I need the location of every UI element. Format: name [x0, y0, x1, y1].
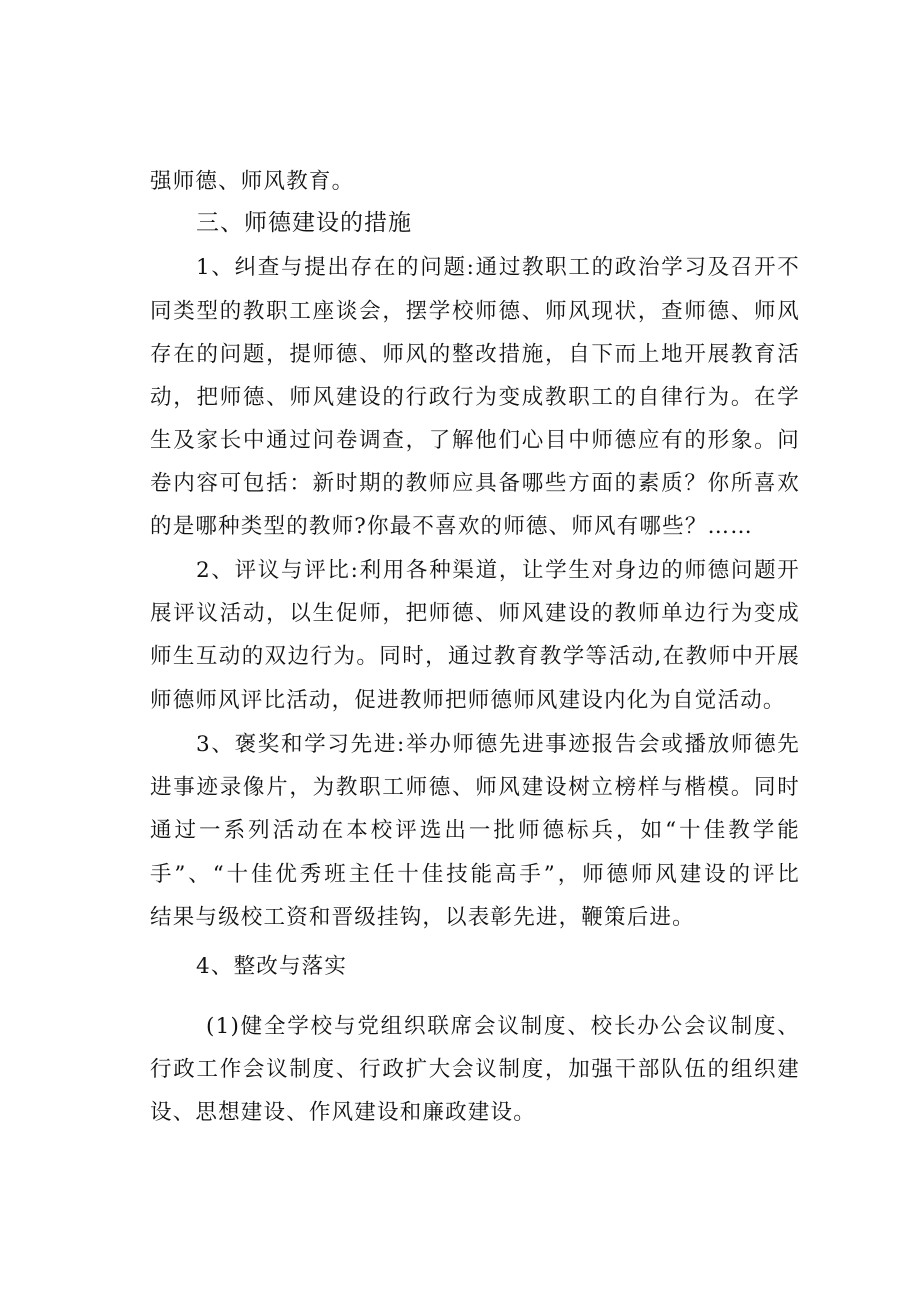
paragraph-line: 手”、“十佳优秀班主任十佳技能高手”，师德师风建设的评比: [150, 862, 800, 887]
paragraph-line: 3、褒奖和学习先进:举办师德先进事迹报告会或播放师德先: [196, 732, 800, 757]
paragraph-line: 的是哪种类型的教师?你最不喜欢的师德、师风有哪些？……: [150, 514, 753, 539]
paragraph-line: 卷内容可包括：新时期的教师应具备哪些方面的素质？你所喜欢: [150, 471, 800, 496]
paragraph-line: 4、整改与落实: [196, 954, 348, 979]
paragraph-line: 存在的问题，提师德、师风的整改措施，自下而上地开展教育活: [150, 342, 800, 367]
paragraph-line: 进事迹录像片，为教职工师德、师风建设树立榜样与楷模。同时: [150, 775, 800, 800]
paragraph-line: 展评议活动，以生促师，把师德、师风建设的教师单边行为变成: [150, 601, 800, 626]
section-heading: 三、师德建设的措施: [196, 210, 412, 236]
paragraph-line: (1)健全学校与党组织联席会议制度、校长办公会议制度、: [206, 1014, 800, 1039]
paragraph-line: 通过一系列活动在本校评选出一批师德标兵，如“十佳教学能: [150, 818, 800, 843]
paragraph-line: 师生互动的双边行为。同时，通过教育教学等活动,在教师中开展: [150, 644, 800, 669]
paragraph-line: 行政工作会议制度、行政扩大会议制度，加强干部队伍的组织建: [150, 1057, 800, 1082]
paragraph-line: 2、评议与评比:利用各种渠道，让学生对身边的师德问题开: [196, 558, 800, 583]
paragraph-line: 结果与级校工资和晋级挂钩，以表彰先进，鞭策后进。: [150, 905, 695, 930]
text-line: 强师德、师风教育。: [150, 169, 355, 194]
paragraph-line: 设、思想建设、作风建设和廉政建设。: [150, 1100, 536, 1125]
paragraph-line: 师德师风评比活动，促进教师把师德师风建设内化为自觉活动。: [150, 688, 786, 713]
paragraph-line: 同类型的教职工座谈会，摆学校师德、师风现状，查师德、师风: [150, 299, 800, 324]
paragraph-line: 动，把师德、师风建设的行政行为变成教职工的自律行为。在学: [150, 385, 800, 410]
paragraph-line: 生及家长中通过问卷调查，了解他们心目中师德应有的形象。问: [150, 428, 800, 453]
paragraph-line: 1、纠查与提出存在的问题:通过教职工的政治学习及召开不: [196, 255, 800, 280]
